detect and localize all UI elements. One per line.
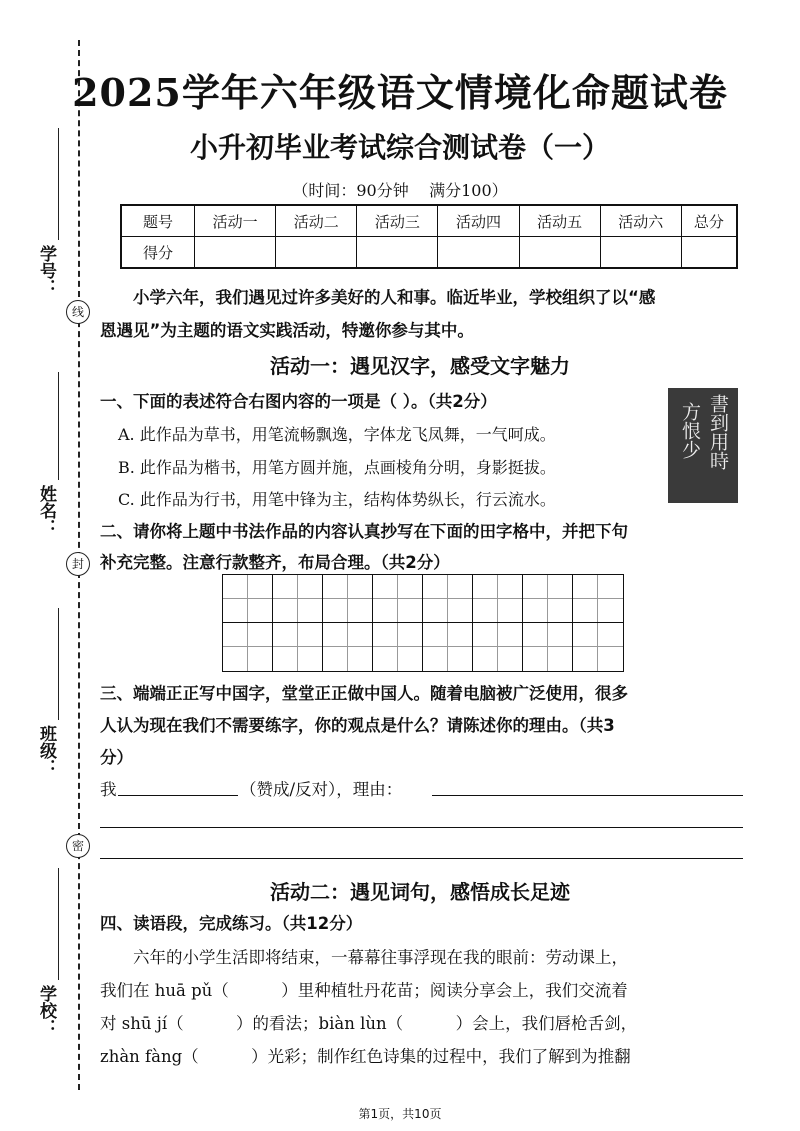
- time-info: （时间：90分钟 满分100）: [292, 181, 508, 200]
- school-label: 学校：: [36, 985, 56, 1036]
- q3-line-1: 三、端端正正写中国字，堂堂正正做中国人。随着电脑被广泛使用，很多: [100, 684, 628, 703]
- grid-cell[interactable]: [373, 623, 423, 671]
- q3-reason-blank-2[interactable]: [100, 827, 743, 828]
- q1-option-a[interactable]: A. 此作品为草书，用笔流畅飘逸，字体龙飞凤舞，一气呵成。: [118, 425, 556, 444]
- class-field[interactable]: [58, 608, 59, 720]
- score-cell[interactable]: [600, 237, 681, 269]
- grid-cell[interactable]: [573, 575, 623, 623]
- score-header-cell: 活动一: [195, 205, 276, 237]
- q4-line-1: 六年的小学生活即将结束，一幕幕往事浮现在我的眼前：劳动课上，: [133, 948, 628, 967]
- q1-text: 一、下面的表述符合右图内容的一项是（ ）。（共2分）: [100, 392, 497, 411]
- score-cell[interactable]: [519, 237, 600, 269]
- intro-line-1: 小学六年，我们遇见过许多美好的人和事。临近毕业，学校组织了以“感: [133, 288, 656, 307]
- score-table-header-row: [121, 205, 737, 237]
- score-cell[interactable]: [438, 237, 519, 269]
- page-number: 第1页，共10页: [358, 1107, 442, 1121]
- score-header-cell: 活动三: [357, 205, 438, 237]
- score-table: [120, 204, 738, 269]
- grid-cell[interactable]: [473, 575, 523, 623]
- page-title: 2025学年六年级语文情境化命题试卷: [72, 70, 728, 115]
- intro-line-2: 恩遇见”为主题的语文实践活动，特邀你参与其中。: [100, 321, 474, 340]
- score-cell[interactable]: [357, 237, 438, 269]
- activity1-heading: 活动一：遇见汉字，感受文字魅力: [270, 354, 570, 378]
- q4-line-4: zhàn fàng（ ）光彩；制作红色诗集的过程中，我们了解到为推翻: [100, 1047, 631, 1066]
- q4-line-2: 我们在 huā pǔ（ ）里种植牡丹花苗；阅读分享会上，我们交流着: [100, 981, 628, 1000]
- grid-cell[interactable]: [373, 575, 423, 623]
- name-field[interactable]: [58, 372, 59, 480]
- q4-title: 四、读语段，完成练习。（共12分）: [100, 914, 363, 933]
- calligraphy-image: [668, 388, 738, 503]
- score-cell[interactable]: [195, 237, 276, 269]
- grid-cell[interactable]: [323, 623, 373, 671]
- q2-line-1: 二、请你将上题中书法作品的内容认真抄写在下面的田字格中，并把下句: [100, 522, 628, 541]
- tianzige-grid[interactable]: [222, 574, 624, 672]
- score-header-cell: 题号: [121, 205, 195, 237]
- binding-circle-feng: 封: [66, 552, 90, 576]
- grid-cell[interactable]: [423, 575, 473, 623]
- grid-cell[interactable]: [323, 575, 373, 623]
- student-id-label: 学号：: [36, 245, 56, 296]
- page-subtitle: 小升初毕业考试综合测试卷（一）: [189, 131, 610, 164]
- score-cell[interactable]: [276, 237, 357, 269]
- grid-cell[interactable]: [523, 623, 573, 671]
- score-header-cell: 活动五: [519, 205, 600, 237]
- q4-line-3: 对 shū jí（ ）的看法；biàn lùn（ ）会上，我们唇枪舌剑，: [100, 1014, 638, 1033]
- grid-cell[interactable]: [473, 623, 523, 671]
- q3-reason-blank-3[interactable]: [100, 858, 743, 859]
- score-header-cell: 活动六: [600, 205, 681, 237]
- q3-answer-prefix: 我: [100, 780, 117, 799]
- q1-option-b[interactable]: B. 此作品为楷书，用笔方圆并施，点画棱角分明，身影挺拔。: [118, 458, 556, 477]
- calligraphy-col-1: 書到用時: [707, 394, 729, 470]
- q3-stance-blank[interactable]: [118, 795, 238, 796]
- score-row-label: 得分: [121, 237, 195, 269]
- activity2-heading: 活动二：遇见词句，感悟成长足迹: [270, 880, 570, 904]
- grid-cell[interactable]: [523, 575, 573, 623]
- score-table-score-row: [121, 237, 737, 269]
- class-label: 班级：: [36, 725, 56, 776]
- q3-answer-mid: （赞成/反对），理由：: [240, 780, 403, 799]
- grid-cell[interactable]: [423, 623, 473, 671]
- score-header-cell: 活动四: [438, 205, 519, 237]
- q2-line-2: 补充完整。注意行款整齐，布局合理。（共2分）: [100, 553, 450, 572]
- q3-line-2: 人认为现在我们不需要练字，你的观点是什么？请陈述你的理由。（共3: [100, 716, 615, 735]
- grid-cell[interactable]: [273, 623, 323, 671]
- grid-cell[interactable]: [223, 623, 273, 671]
- name-label: 姓名：: [36, 485, 56, 536]
- grid-cell[interactable]: [273, 575, 323, 623]
- grid-cell[interactable]: [223, 575, 273, 623]
- score-header-cell: 总分: [681, 205, 737, 237]
- score-header-cell: 活动二: [276, 205, 357, 237]
- q3-line-3: 分）: [100, 748, 133, 767]
- binding-circle-xian: 线: [66, 300, 90, 324]
- q3-reason-blank-1[interactable]: [432, 795, 743, 796]
- score-cell[interactable]: [681, 237, 737, 269]
- grid-cell[interactable]: [573, 623, 623, 671]
- calligraphy-col-2: 方恨少: [679, 402, 701, 459]
- q1-option-c[interactable]: C. 此作品为行书，用笔中锋为主，结构体势纵长，行云流水。: [118, 490, 556, 509]
- binding-circle-mi: 密: [66, 834, 90, 858]
